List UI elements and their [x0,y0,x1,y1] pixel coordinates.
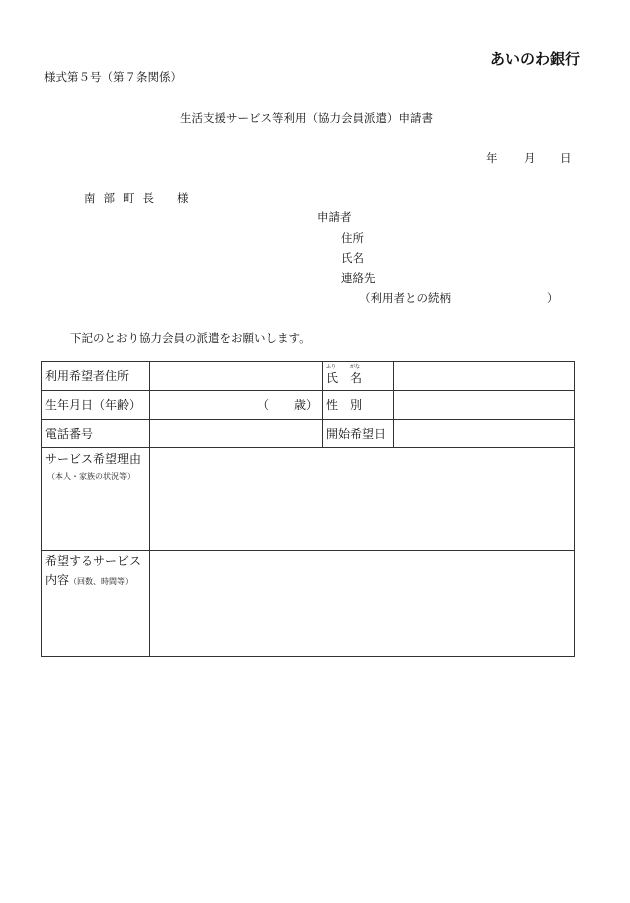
name-ruby-furi: ふり [326,364,337,370]
age-open: （ [257,398,270,412]
addressee-honorific: 様 [177,191,189,205]
name-label: 氏 名 [326,371,363,385]
date-day-label: 日 [560,151,572,165]
start-date-label: 開始希望日 [326,427,387,441]
address-field[interactable] [150,362,322,390]
table-rule [574,361,575,657]
age-close: 歳） [294,398,319,412]
request-text: 下記のとおり協力会員の派遣をお願いします。 [70,331,311,345]
form-number: 様式第５号（第７条関係） [44,70,182,84]
phone-field[interactable] [150,420,322,447]
reason-note: （本人・家族の状況等） [47,472,135,481]
bank-name: あいのわ銀行 [490,50,581,68]
form-title: 生活支援サービス等利用（協力会員派遣）申請書 [180,111,433,125]
service-note: （回数、時間等） [69,577,134,586]
service-field[interactable] [150,551,574,656]
reason-label: サービス希望理由 [45,452,142,466]
applicant-address-label: 住所 [341,231,364,245]
table-rule [322,361,323,447]
table-rule [41,361,42,656]
gender-field[interactable] [394,391,574,419]
relation-label: （利用者との続柄 [359,291,451,305]
service-label: 希望するサービス [45,554,142,568]
birthdate-label: 生年月日（年齢） [45,398,142,412]
reason-field[interactable] [150,448,574,550]
phone-label: 電話番号 [45,427,94,441]
date-year-label: 年 [486,151,498,165]
addressee-name: 南部町長 [84,191,162,205]
table-rule [41,656,574,657]
applicant-contact-label: 連絡先 [341,271,376,285]
start-date-field[interactable] [394,420,574,447]
service-label-content [45,573,133,588]
service-label-naiyo: 内容 [45,573,70,587]
date-month-label: 月 [524,151,536,165]
relation-close: ） [547,291,559,305]
address-label: 利用希望者住所 [45,369,130,383]
name-field[interactable] [394,362,574,390]
applicant-heading: 申請者 [317,210,352,224]
gender-label: 性 別 [326,398,363,412]
applicant-name-label: 氏名 [341,251,364,265]
name-ruby-gana: がな [350,364,361,370]
